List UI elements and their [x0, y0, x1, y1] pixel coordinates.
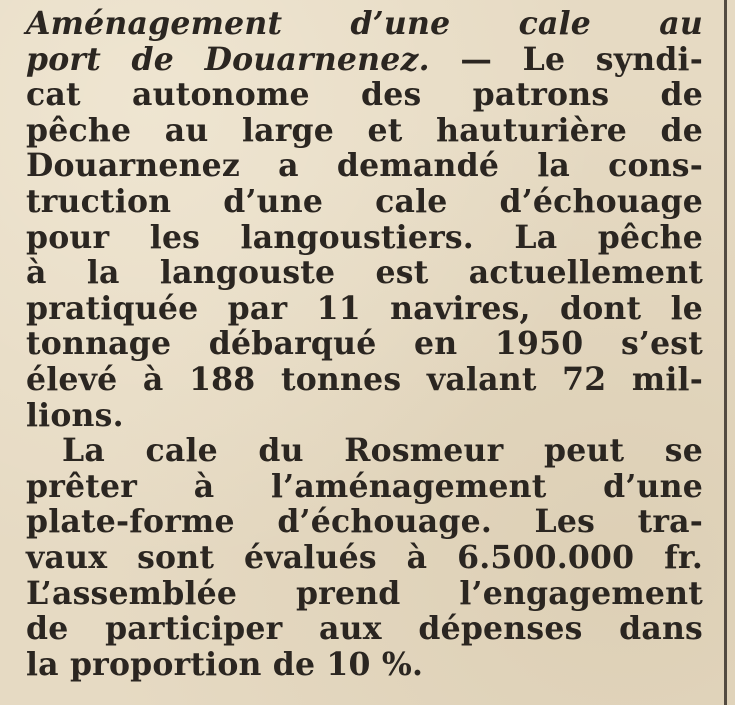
article-text: tonnage débarqué en 1950 s’est [26, 325, 703, 363]
article-line [26, 291, 703, 327]
article-heading-text: Aménagement d’une cale au [26, 5, 703, 42]
article-text: pêche au large et hauturière de [26, 111, 703, 149]
article-line [26, 362, 703, 398]
article-line [26, 326, 703, 362]
article-text: L’assemblée prend l’engagement [26, 574, 703, 612]
article-line [26, 576, 703, 612]
article-line [26, 6, 703, 42]
article-text: la proportion de 10 %. [26, 645, 424, 683]
article-column [26, 6, 703, 682]
article-text: plate-forme d’échouage. Les tra- [26, 503, 703, 541]
article-text: à la langouste est actuellement [26, 254, 703, 292]
article-line [26, 42, 703, 78]
article-text: prêter à l’aménagement d’une [26, 467, 703, 505]
article-heading-text: port de Douarnenez. [26, 40, 430, 78]
article-text: — Le syndi- [429, 40, 703, 78]
article-text: truction d’une cale d’échouage [26, 182, 703, 220]
article-text: La cale du Rosmeur peut se [62, 432, 703, 470]
article-line [26, 255, 703, 291]
article-text: Douarnenez a demandé la cons- [26, 147, 703, 185]
article-line [26, 433, 703, 469]
article-line [26, 184, 703, 220]
article-text: vaux sont évalués à 6.500.000 fr. [26, 538, 703, 576]
article-text: lions. [26, 396, 124, 434]
article-line [26, 220, 703, 256]
article-line [26, 504, 703, 540]
article-text: pour les langoustiers. La pêche [26, 218, 703, 256]
article-text: de participer aux dépenses dans [26, 610, 703, 648]
article-line [26, 611, 703, 647]
article-text: cat autonome des patrons de [26, 76, 703, 114]
article-line [26, 647, 703, 683]
article-line [26, 148, 703, 184]
article-line [26, 77, 703, 113]
article-text: pratiquée par 11 navires, dont le [26, 289, 703, 327]
article-line [26, 398, 703, 434]
article-line [26, 469, 703, 505]
article-line [26, 113, 703, 149]
column-rule [724, 0, 727, 705]
article-line [26, 540, 703, 576]
article-text: élevé à 188 tonnes valant 72 mil- [26, 360, 703, 398]
